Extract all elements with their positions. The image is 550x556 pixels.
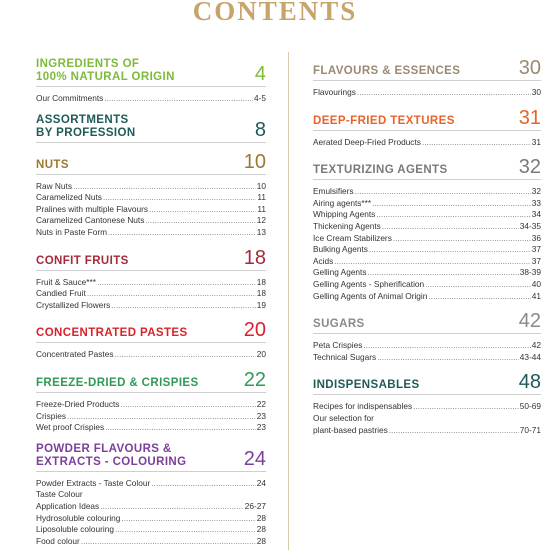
toc-entry-label: Aerated Deep-Fried Products (313, 136, 421, 147)
toc-entry-label: Our selection for (313, 412, 374, 423)
toc-section-powder-flavours-extracts-colouring (36, 443, 266, 548)
section-header[interactable] (313, 372, 541, 395)
toc-entry[interactable] (36, 277, 266, 289)
toc-entry-label: Crystallized Flowers (36, 299, 111, 310)
dot-leader (87, 288, 256, 300)
toc-entry-label: Airing agents*** (313, 197, 372, 208)
page-title: CONTENTS (192, 0, 358, 26)
section-items (36, 93, 266, 105)
section-items (313, 87, 541, 99)
toc-entry[interactable] (313, 87, 541, 99)
toc-entry[interactable] (36, 181, 266, 193)
toc-entry-page: 18 (256, 288, 266, 299)
toc-entry-label: Whipping Agents (313, 209, 376, 220)
toc-entry-page: 40 (531, 278, 541, 289)
toc-section-assortments-by-profession (36, 114, 266, 143)
toc-entry-label: Gelling Agents (313, 267, 367, 278)
toc-entry-page: 50-69 (519, 401, 541, 412)
toc-section-texturizing-agents (313, 157, 541, 302)
toc-entry-label: Flavourings (313, 87, 356, 97)
toc-entry-page: 28 (256, 524, 266, 535)
dot-leader (149, 204, 256, 216)
section-header[interactable] (36, 114, 266, 143)
toc-entry[interactable] (36, 478, 266, 490)
dot-leader (355, 186, 531, 198)
right-column (313, 58, 541, 445)
toc-entry-page: 28 (256, 512, 266, 523)
toc-entry-page: 22 (256, 398, 266, 409)
toc-entry[interactable] (313, 340, 541, 352)
column-divider (288, 52, 289, 550)
section-header[interactable] (313, 108, 541, 131)
toc-entry-label: Thickening Agents (313, 220, 381, 231)
toc-entry-label: Powder Extracts - Taste Colour (36, 477, 151, 488)
section-header[interactable] (36, 58, 266, 87)
toc-entry-label: Technical Sugars (313, 351, 377, 362)
toc-entry[interactable] (313, 352, 541, 364)
toc-entry[interactable] (313, 137, 541, 149)
section-page-number: 48 (518, 371, 541, 394)
toc-entry-label: Peta Crispies (313, 340, 363, 351)
dot-leader (376, 209, 530, 221)
toc-entry-page: 30 (531, 87, 541, 97)
toc-section-confit-fruits (36, 248, 266, 312)
toc-entry[interactable] (36, 501, 266, 513)
toc-entry-page: 43-44 (519, 351, 541, 362)
section-items (36, 277, 266, 312)
dot-leader (357, 87, 531, 99)
section-items (313, 401, 541, 436)
toc-entry-label: Food colour (36, 535, 80, 546)
left-column (36, 58, 266, 556)
toc-section-ingredients-of-100-natural-origin (36, 58, 266, 105)
toc-entry-label: Fruit & Sauce*** (36, 276, 96, 287)
toc-entry-label: Freeze-Dried Products (36, 398, 120, 409)
dot-leader (115, 524, 256, 536)
toc-entry[interactable] (313, 221, 541, 233)
toc-entry-label: Caramelized Nuts (36, 192, 102, 203)
dot-leader (363, 340, 530, 352)
section-items (313, 186, 541, 302)
section-page-number: 10 (243, 150, 266, 173)
toc-entry-page: 23 (256, 422, 266, 433)
toc-entry-page: 31 (531, 136, 541, 147)
toc-entry-label: Crispies (36, 410, 66, 421)
section-items (313, 340, 541, 363)
dot-leader (413, 401, 519, 413)
toc-entry-page: 42 (531, 340, 541, 351)
toc-entry-page: 41 (531, 290, 541, 301)
section-page-number: 4 (254, 63, 266, 85)
section-title: INDISPENSABLES (313, 379, 420, 392)
section-page-number: 8 (254, 118, 266, 141)
toc-entry-label: Candied Fruit (36, 288, 86, 299)
toc-entry[interactable] (36, 204, 266, 216)
dot-leader (393, 233, 531, 245)
toc-entry-label: plant-based pastries (313, 424, 388, 435)
toc-section-concentrated-pastes (36, 320, 266, 361)
dot-leader (103, 192, 256, 204)
dot-leader (81, 536, 256, 548)
toc-entry[interactable] (36, 536, 266, 548)
toc-entry-label: Application Ideas (36, 500, 100, 511)
toc-entry-page: 4-5 (254, 93, 266, 103)
toc-entry-label: Our Commitments (36, 93, 104, 103)
toc-entry-page: 19 (256, 299, 266, 310)
toc-entry[interactable] (36, 300, 266, 312)
toc-entry-label: Pralines with multiple Flavours (36, 203, 149, 214)
dot-leader (151, 478, 256, 490)
dot-leader (368, 267, 519, 279)
dot-leader (377, 352, 519, 364)
toc-entry[interactable] (313, 401, 541, 413)
toc-entry[interactable] (313, 244, 541, 256)
toc-entry[interactable] (36, 227, 266, 239)
toc-entry[interactable] (36, 192, 266, 204)
toc-section-indispensables (313, 372, 541, 436)
toc-entry-label: Wet proof Crispies (36, 422, 105, 433)
section-page-number: 22 (243, 368, 266, 391)
dot-leader (382, 221, 519, 233)
dot-leader (422, 137, 531, 149)
toc-section-flavours-essences (313, 58, 541, 99)
section-title: NUTS (36, 158, 69, 171)
toc-entry-page: 33 (531, 197, 541, 208)
section-header[interactable] (313, 311, 541, 334)
toc-entry-page: 28 (256, 535, 266, 546)
dot-leader (108, 227, 256, 239)
section-header[interactable] (313, 58, 541, 81)
toc-entry-page: 34 (531, 209, 541, 220)
dot-leader (104, 93, 253, 105)
dot-leader (121, 513, 255, 525)
toc-entry[interactable] (313, 291, 541, 303)
toc-entry[interactable] (313, 186, 541, 198)
toc-entry-page: 36 (531, 232, 541, 243)
toc-entry-page: 32 (531, 186, 541, 197)
toc-entry-page: 13 (256, 226, 266, 237)
toc-entry[interactable] (36, 288, 266, 300)
toc-entry-label: Acids (313, 255, 334, 266)
section-header[interactable] (36, 152, 266, 175)
dot-leader (425, 279, 531, 291)
toc-entry-label: Liposoluble colouring (36, 524, 114, 535)
section-page-number: 31 (518, 106, 541, 129)
toc-entry[interactable] (313, 279, 541, 291)
toc-entry-page: 23 (256, 410, 266, 421)
toc-entry-page: 10 (256, 180, 266, 191)
toc-entry-label: Gelling Agents of Animal Origin (313, 290, 428, 301)
toc-entry-page: 37 (531, 244, 541, 255)
dot-leader (114, 349, 255, 361)
toc-entry-page: 26-27 (244, 500, 266, 511)
toc-section-freeze-dried-crispies (36, 370, 266, 434)
section-page-number: 18 (243, 246, 266, 269)
toc-entry[interactable] (313, 413, 541, 425)
toc-entry[interactable] (313, 256, 541, 268)
dot-leader (369, 244, 531, 256)
section-header[interactable] (313, 157, 541, 180)
section-page-number: 42 (518, 310, 541, 333)
dot-leader (372, 198, 531, 210)
toc-entry-page: 20 (256, 349, 266, 360)
toc-section-deep-fried-textures (313, 108, 541, 149)
toc-entry-label: Caramelized Cantonese Nuts (36, 215, 145, 226)
toc-entry-page: 11 (257, 203, 266, 214)
toc-entry[interactable] (36, 215, 266, 227)
toc-entry-page: 38-39 (519, 267, 541, 278)
toc-entry-page: 12 (256, 215, 266, 226)
toc-entry-label: Taste Colour (36, 489, 83, 500)
section-title: DEEP-FRIED TEXTURES (313, 114, 455, 127)
dot-leader (100, 501, 244, 513)
section-items (36, 349, 266, 361)
toc-entry[interactable] (36, 422, 266, 434)
section-title: INGREDIENTS OF 100% NATURAL ORIGIN (36, 58, 175, 83)
section-page-number: 32 (518, 156, 541, 179)
section-page-number: 20 (243, 319, 266, 342)
toc-entry-label: Concentrated Pastes (36, 349, 114, 360)
toc-entry-page: 37 (531, 255, 541, 266)
toc-entry-label: Bulking Agents (313, 244, 368, 255)
section-items (36, 478, 266, 548)
toc-entry[interactable] (36, 513, 266, 525)
toc-entry-label: Recipes for indispensables (313, 401, 413, 412)
toc-entry[interactable] (36, 399, 266, 411)
dot-leader (120, 399, 255, 411)
toc-entry[interactable] (36, 411, 266, 423)
toc-entry[interactable] (313, 267, 541, 279)
section-page-number: 30 (518, 57, 541, 79)
section-page-number: 24 (243, 447, 266, 470)
dot-leader (389, 425, 519, 437)
toc-entry-page: 70-71 (519, 424, 541, 435)
toc-entry[interactable] (313, 198, 541, 210)
dot-leader (73, 181, 256, 193)
toc-entry-label: Nuts in Paste Form (36, 226, 108, 237)
dot-leader (334, 256, 530, 268)
section-title: POWDER FLAVOURS & EXTRACTS - COLOURING (36, 442, 187, 468)
dot-leader (111, 300, 256, 312)
section-items (36, 399, 266, 434)
toc-entry[interactable] (313, 209, 541, 221)
toc-entry-label: Hydrosoluble colouring (36, 512, 121, 523)
section-header[interactable] (36, 320, 266, 343)
dot-leader (428, 291, 530, 303)
section-title: FLAVOURS & ESSENCES (313, 65, 461, 77)
section-title: ASSORTMENTS BY PROFESSION (36, 113, 136, 139)
section-header[interactable] (36, 443, 266, 472)
section-header[interactable] (36, 248, 266, 271)
toc-entry[interactable] (313, 233, 541, 245)
toc-entry[interactable] (36, 349, 266, 361)
dot-leader (67, 411, 256, 423)
section-title: CONFIT FRUITS (36, 254, 129, 267)
section-items (36, 181, 266, 239)
section-title: FREEZE-DRIED & CRISPIES (36, 376, 199, 389)
toc-entry[interactable] (36, 489, 266, 501)
toc-entry-page: 34-35 (519, 220, 541, 231)
toc-entry[interactable] (313, 425, 541, 437)
section-title: TEXTURIZING AGENTS (313, 164, 448, 177)
toc-entry-label: Ice Cream Stabilizers (313, 232, 392, 243)
toc-entry-page: 24 (256, 477, 266, 488)
section-title: SUGARS (313, 318, 365, 331)
toc-entry-label: Raw Nuts (36, 180, 72, 191)
toc-entry-page: 18 (256, 276, 266, 287)
section-title: CONCENTRATED PASTES (36, 327, 188, 340)
toc-entry-page: 11 (257, 192, 266, 203)
toc-entry-label: Gelling Agents - Spherification (313, 278, 425, 289)
dot-leader (105, 422, 256, 434)
toc-section-sugars (313, 311, 541, 363)
dot-leader (97, 277, 256, 289)
toc-section-nuts (36, 152, 266, 239)
toc-entry[interactable] (36, 524, 266, 536)
toc-entry-label: Emulsifiers (313, 186, 354, 197)
section-header[interactable] (36, 370, 266, 393)
dot-leader (145, 215, 255, 227)
toc-entry[interactable] (36, 93, 266, 105)
section-items (313, 137, 541, 149)
